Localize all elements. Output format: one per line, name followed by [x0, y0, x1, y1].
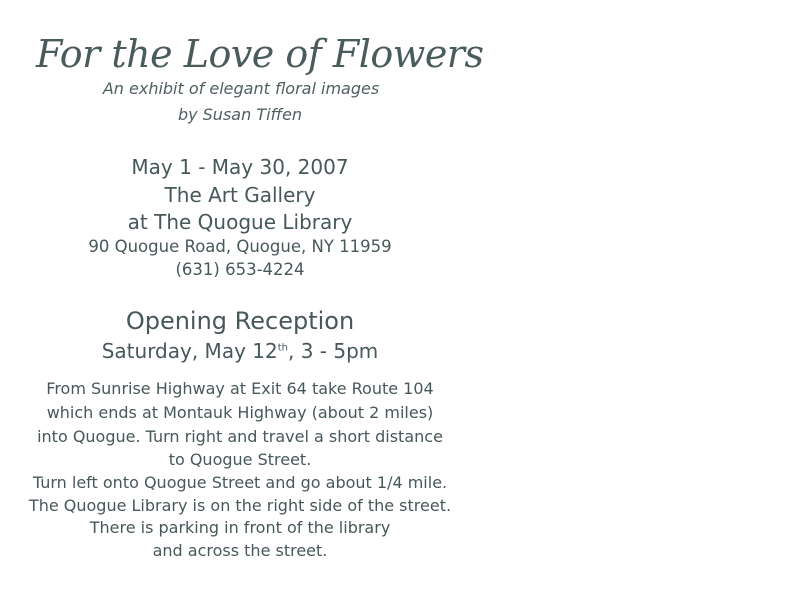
directions-line: which ends at Montauk Highway (about 2 miles) — [46, 403, 434, 422]
exhibit-subtitle: An exhibit of elegant floral images — [102, 79, 380, 98]
reception-day-suffix: th — [277, 342, 288, 354]
directions-line: into Quogue. Turn right and travel a short distance — [37, 427, 443, 446]
reception-time: , 3 - 5pm — [287, 339, 379, 363]
reception-heading: Opening Reception — [125, 307, 355, 335]
directions-line: The Quogue Library is on the right side of the street. — [28, 496, 452, 515]
venue-address: 90 Quogue Road, Quogue, NY 11959 — [88, 237, 392, 256]
reception-day: Saturday, May 12 — [101, 339, 278, 363]
library-name: at The Quogue Library — [127, 210, 353, 234]
exhibit-dates: May 1 - May 30, 2007 — [131, 155, 349, 179]
directions-line: From Sunrise Highway at Exit 64 take Route 104 — [46, 379, 434, 398]
directions-line: There is parking in front of the library — [89, 518, 391, 537]
exhibit-byline: by Susan Tiffen — [177, 105, 303, 124]
reception-datetime — [0, 339, 480, 363]
exhibit-title: For the Love of Flowers — [36, 32, 484, 76]
venue-phone: (631) 653-4224 — [175, 260, 305, 279]
directions-line: Turn left onto Quogue Street and go about 1/4 mile. — [32, 473, 448, 492]
directions-line: to Quogue Street. — [168, 450, 312, 469]
gallery-name: The Art Gallery — [164, 183, 316, 207]
directions-line: and across the street. — [152, 541, 328, 560]
